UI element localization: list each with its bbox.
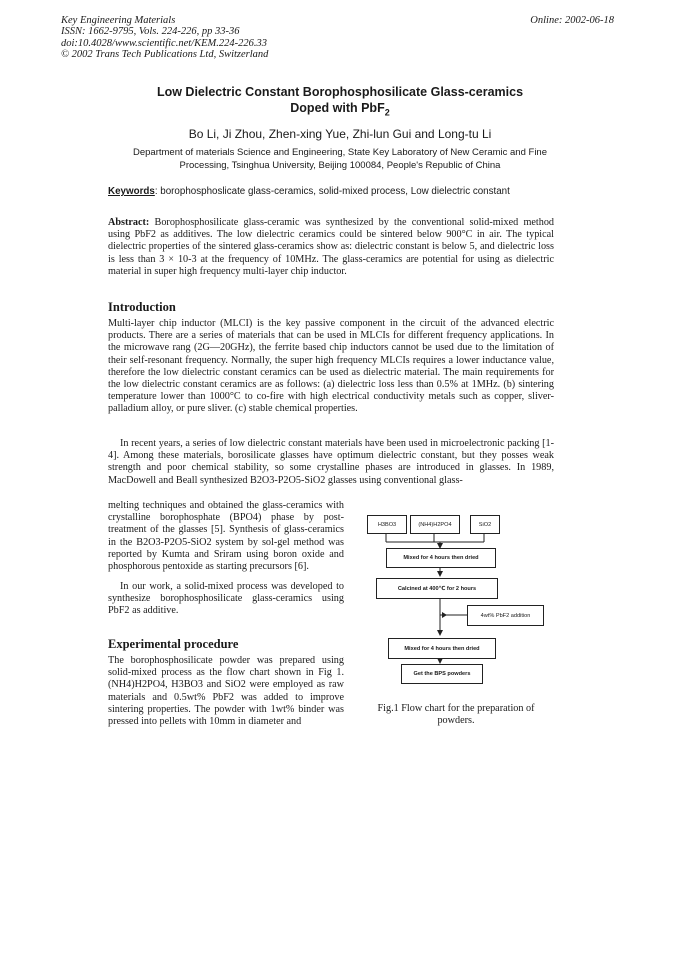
intro-paragraph-1: Multi-layer chip inductor (MLCI) is the key passive component in the circuit of the advanced electric products. There are a series of materials that can be used in MLCIs for different frequency applications. In the microwave rang (2G—20GHz), the ferrite based chip inductors cannot be used due to the limitation of their self-resonant frequency. Normally, the super high frequency MLCIs requires a lower inductance value, therefore the low dielectric constant ceramics can be used as dielectric material. The main requirements for the low dielectric constant ceramics are as follows: (a) dielectric loss less than 0.5% at 1MHz. (b) sintering temperature lower than 1000°C to co-fire with high electrical conductivity metals such as copper, sliver-palladium alloy, or pure sliver. (c) stable chemical properties.	[108, 318, 554, 415]
keywords-label: Keywords	[108, 186, 155, 197]
flowchart-box-additive: 4wt% PbF2 addition	[467, 605, 544, 626]
intro-paragraph-2: In recent years, a series of low dielectric constant materials have been used in microelectronic packing [1-4]. Among these materials, borosilicate glasses have optimum dielectric constant, but they posses weak strength and poor chemical stability, so some crystalline phases are introduced in glasses. In 1989, MacDowell and Beall synthesized B2O3-P2O5-SiO2 glasses using conventional glass-	[108, 438, 554, 486]
title-line-2: Doped with PbF$_2$	[290, 101, 390, 118]
flowchart-box-mix-1: Mixed for 4 hours then dried	[386, 548, 496, 568]
flowchart-box-mix-2: Mixed for 4 hours then dried	[388, 638, 496, 659]
affiliation-line-1: Department of materials Science and Engineering, State Key Laboratory of New Ceramic and Fine	[133, 147, 547, 158]
section-heading-experimental: Experimental procedure	[108, 637, 239, 651]
flowchart-box-sio2: SiO2	[470, 515, 500, 534]
flowchart-box-h3bo3: H3BO3	[367, 515, 407, 534]
experimental-paragraph-1: The borophosphosilicate powder was prepared using solid-mixed process as the flow chart shown in Fig 1. (NH4)H2PO4, H3BO3 and SiO2 were employed as raw materials and 0.5wt% PbF2 was added to improve sintering properties. The powder with 1wt% binder was pressed into pellets with 10mm in diameter and	[108, 655, 344, 728]
abstract-text: Borophosphosilicate glass-ceramic was synthesized by the conventional solid-mixed method using PbF2 as additives. The low dielectric ceramics could be sintered below 900°C in air. The typical dielectric properties of the sintered glass-ceramics show as: dielectric constant is below 5, and dielectric loss is less than 3 × 10-3 at the frequency of 10MHz. The glass-ceramics are potential for using as dielectric material in super high frequency multi-layer chip inductor.	[108, 217, 555, 277]
doi-line: doi:10.4028/www.scientific.net/KEM.224-226.33	[61, 37, 267, 49]
authors: Bo Li, Ji Zhou, Zhen-xing Yue, Zhi-lun Gui and Long-tu Li	[188, 127, 492, 141]
affiliation-line-2: Processing, Tsinghua University, Beijing 100084, People's Republic of China	[179, 159, 501, 171]
flowchart-box-result: Get the BPS powders	[401, 664, 483, 684]
keywords-text: : borophosphoslicate glass-ceramics, solid-mixed process, Low dielectric constant	[154, 186, 510, 197]
flowchart-box-nh4h2po4: (NH4)H2PO4	[410, 515, 460, 534]
flowchart-box-calcine: Calcined at 400℃ for 2 hours	[376, 578, 498, 599]
journal-name: Key Engineering Materials	[61, 15, 176, 26]
intro-paragraph-4: In our work, a solid-mixed process was developed to synthesize borophosphosilicate glass-ceramics using PbF2 as additive.	[108, 581, 344, 617]
issn-line: ISSN: 1662-9795, Vols. 224-226, pp 33-36	[61, 26, 240, 38]
copyright-line: © 2002 Trans Tech Publications Ltd, Switzerland	[61, 49, 269, 61]
section-heading-introduction: Introduction	[108, 300, 176, 314]
figure-caption: Fig.1 Flow chart for the preparation of powders.	[377, 703, 535, 727]
abstract-label: Abstract:	[108, 217, 150, 228]
online-date: Online: 2002-06-18	[530, 15, 614, 26]
title-line-1: Low Dielectric Constant Borophosphosilicate Glass-ceramics	[156, 85, 524, 99]
intro-paragraph-3: melting techniques and obtained the glass-ceramics with crystalline borophosphate (BPO4) phase by post-treatment of the glasses [5]. Synthesis of glass-ceramics in the B2O3-P2O5-SiO2 system by sol-gel method was reported by Kumta and Sriram using boron oxide and phosphorous pentoxide as starting precursors [6].	[108, 500, 344, 573]
